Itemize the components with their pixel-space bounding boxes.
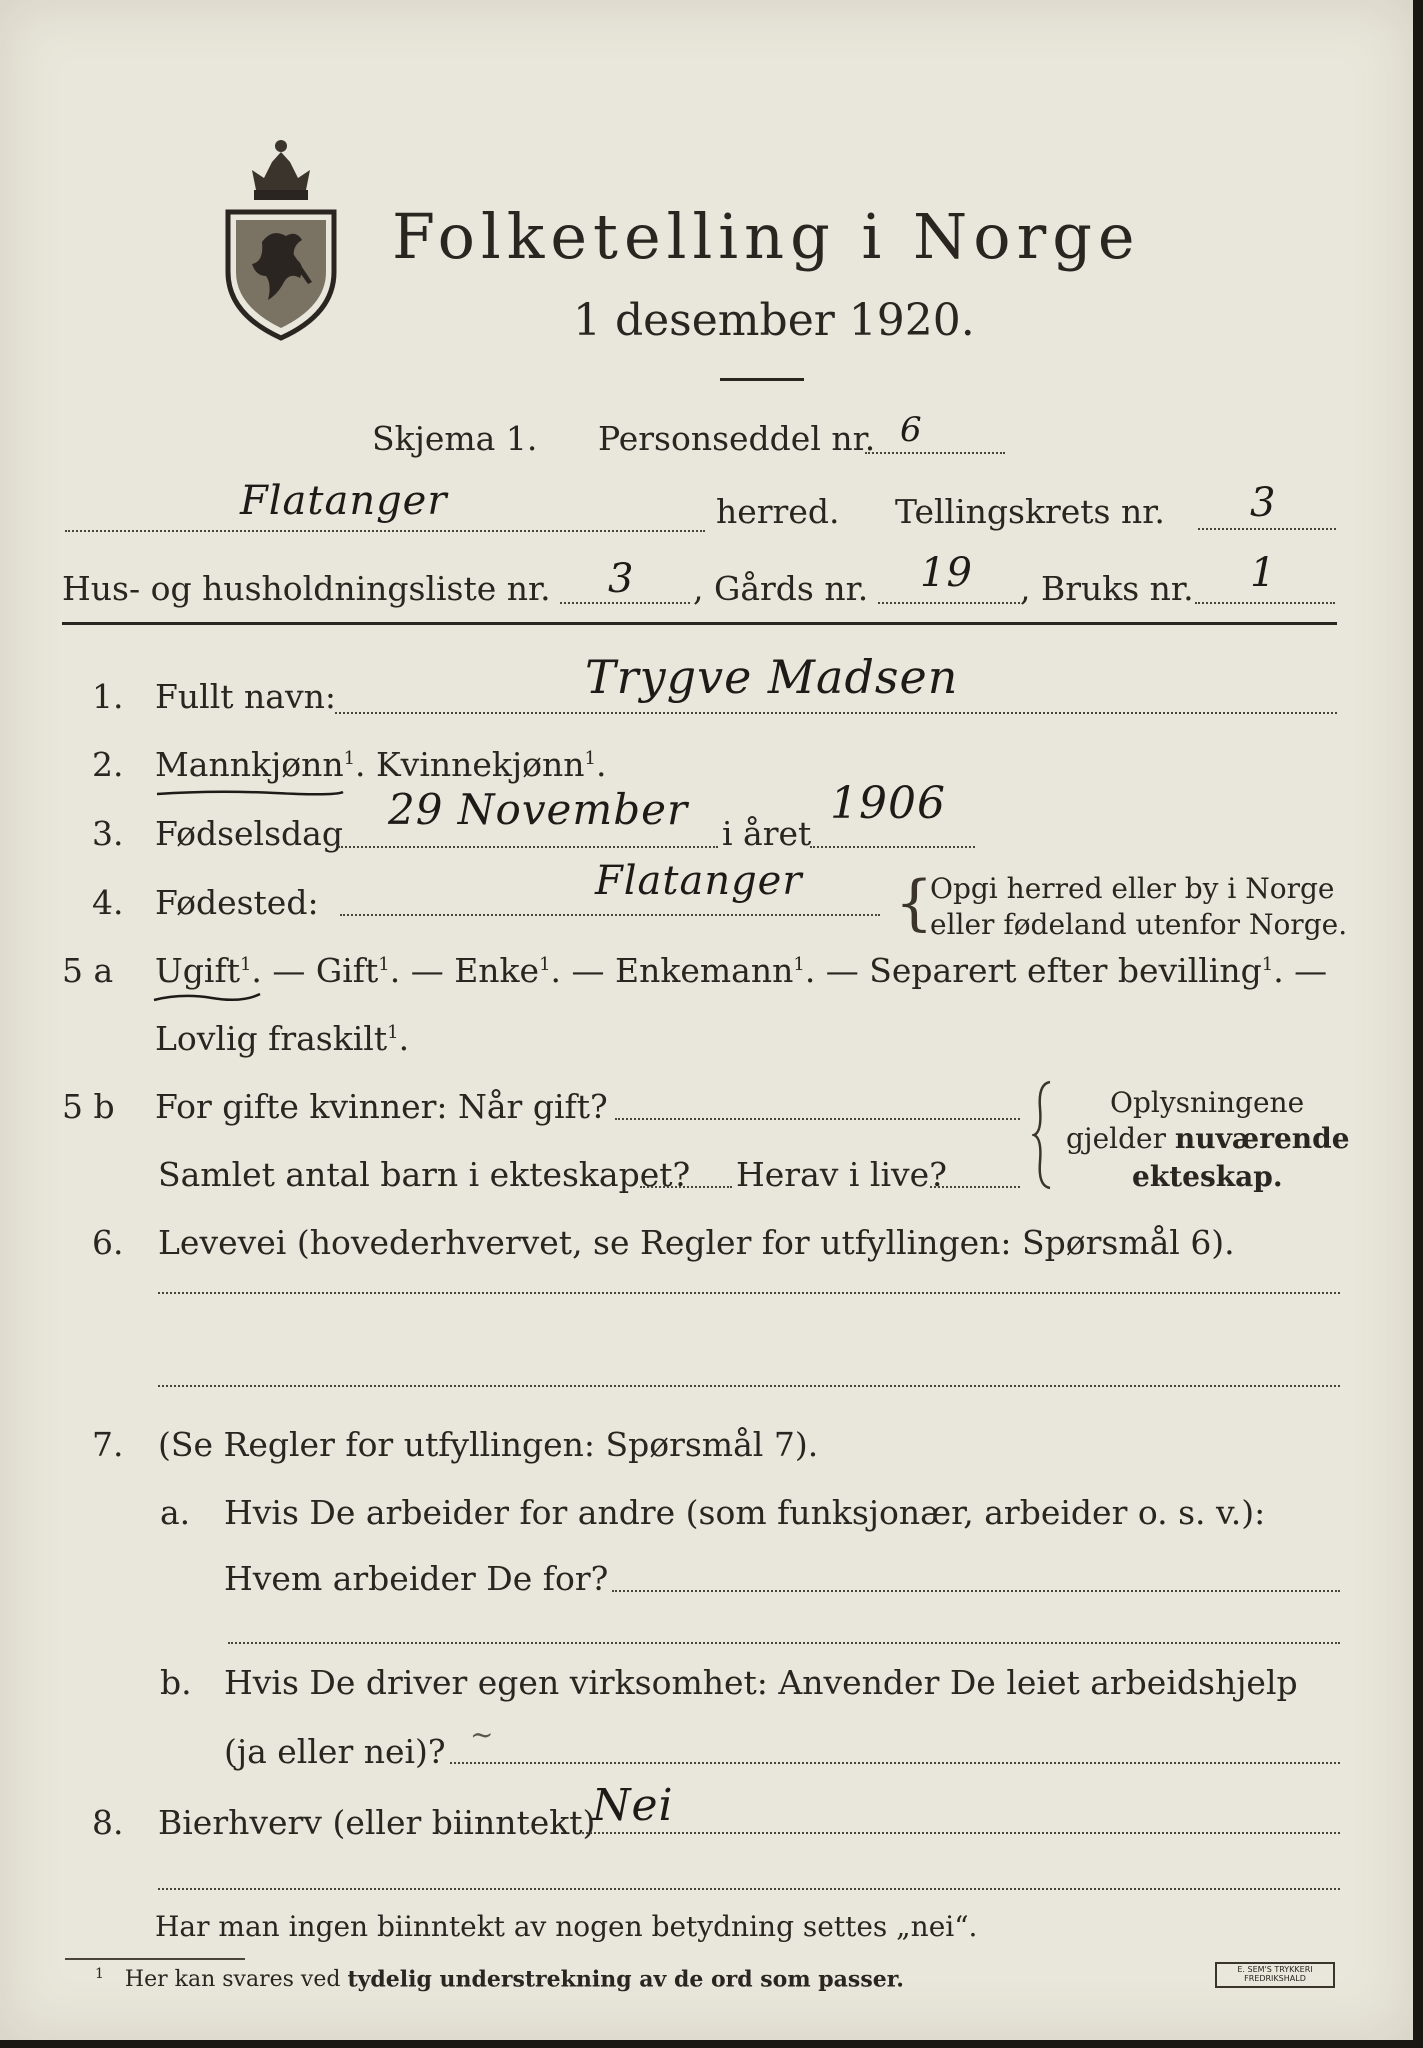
herred-label: herred.: [716, 492, 840, 531]
q3-value: 29 November: [388, 785, 689, 834]
q3-line: [338, 846, 718, 848]
q2-male-underline: [155, 782, 345, 790]
q7b-ask: (ja eller nei)?: [224, 1732, 446, 1771]
q8-value: Nei: [592, 1780, 674, 1831]
q1-label: Fullt navn:: [155, 677, 336, 716]
hus-line: [560, 602, 690, 604]
q4-line: [340, 914, 880, 916]
q5a-ugift[interactable]: Ugift: [155, 951, 240, 990]
bruks-value: 1: [1250, 550, 1277, 596]
q6-line-1: [158, 1292, 1340, 1294]
q5b-number: 5 b: [62, 1087, 115, 1126]
footnote-ref: 1: [793, 954, 805, 975]
q6-line-2: [158, 1385, 1340, 1387]
footnote-divider: [65, 1958, 245, 1960]
q5a-lovlig: [155, 1019, 410, 1058]
tellingskrets-label: Tellingskrets nr.: [895, 492, 1165, 531]
q5b-note-2b: nuværende: [1174, 1122, 1350, 1155]
gards-label: , Gårds nr.: [693, 569, 869, 608]
q5a-number: 5 a: [62, 951, 114, 990]
q5b-note-2: [1066, 1122, 1350, 1155]
gards-value: 19: [920, 550, 973, 596]
q5a-enke[interactable]: . — Enke: [389, 951, 540, 990]
q7b-text: Hvis De driver egen virksomhet: Anvender De leiet arbeidshjelp: [224, 1663, 1298, 1702]
q4-brace: {: [895, 868, 934, 938]
q1-number: 1.: [92, 677, 124, 716]
printer-name: E. SEM'S TRYKKERI: [1237, 1965, 1313, 1974]
q5a-separert[interactable]: . — Separert efter bevilling: [804, 951, 1262, 990]
q4-note-2: eller fødeland utenfor Norge.: [930, 908, 1348, 941]
q5b-brace: [1032, 1080, 1054, 1190]
q1-value: Trygve Madsen: [585, 650, 959, 704]
page-title: Folketelling i Norge: [392, 200, 1141, 273]
hus-label: Hus- og husholdningsliste nr.: [62, 569, 551, 608]
q7a-letter: a.: [160, 1493, 191, 1532]
printer-city: FREDRIKSHALD: [1244, 1973, 1306, 1983]
q1-line: [335, 712, 1337, 714]
q8-number: 8.: [92, 1803, 124, 1842]
q4-number: 4.: [92, 883, 124, 922]
q7a-line-1: [612, 1590, 1340, 1592]
nei-note: Har man ingen biinntekt av nogen betydning settes „nei“.: [155, 1910, 978, 1943]
q5a-dot: .: [398, 1019, 410, 1058]
q3-year-line: [810, 846, 975, 848]
q8-line: [582, 1832, 1340, 1834]
footnote-ref: 1: [584, 748, 596, 769]
q2-dot: .: [595, 745, 607, 784]
hus-value: 3: [608, 556, 635, 602]
gards-line: [878, 602, 1020, 604]
title-divider: [720, 378, 804, 381]
q5b-live-label: Herav i live?: [736, 1155, 947, 1194]
footnote-ref: 1: [378, 954, 390, 975]
q8-line-2: [158, 1888, 1340, 1890]
q2-options: [155, 745, 607, 784]
q5b-note-3: ekteskap.: [1132, 1160, 1283, 1193]
page-subtitle: 1 desember 1920.: [573, 295, 975, 346]
q7a-text: Hvis De arbeider for andre (som funksjonær, arbeider o. s. v.):: [224, 1493, 1266, 1532]
q7a-line-2: [228, 1642, 1340, 1644]
personseddel-label: Personseddel nr.: [598, 419, 876, 458]
q7b-value: ~: [470, 1718, 495, 1751]
footnote-ref: 1: [239, 954, 252, 975]
q4-label: Fødested:: [155, 883, 319, 922]
q5a-end: . —: [1273, 951, 1328, 990]
q5b-note-1: Oplysningene: [1110, 1086, 1305, 1119]
footnote-text-a: Her kan svares ved: [124, 1967, 348, 1993]
q5a-enkemann[interactable]: . — Enkemann: [550, 951, 794, 990]
q7a-who: Hvem arbeider De for?: [224, 1559, 609, 1598]
q7b-letter: b.: [160, 1663, 192, 1702]
tellingskrets-value: 3: [1250, 480, 1277, 526]
q4-note-1: Opgi herred eller by i Norge: [930, 872, 1335, 905]
q8-label: Bierhverv (eller biinntekt): [158, 1803, 596, 1842]
q5b-line: [615, 1118, 1020, 1120]
footnote-ref: 1: [387, 1022, 399, 1043]
footnote-mark: 1: [95, 1966, 104, 1982]
header-divider: [62, 622, 1337, 625]
footnote-ref: 1: [1261, 954, 1274, 975]
q2-male[interactable]: Mannkjønn: [155, 745, 344, 784]
skjema-label: Skjema 1.: [372, 419, 538, 458]
q7-label: (Se Regler for utfyllingen: Spørsmål 7).: [158, 1425, 819, 1464]
q5b-barn-line: [640, 1186, 732, 1188]
q4-value: Flatanger: [595, 858, 803, 904]
q7-number: 7.: [92, 1425, 124, 1464]
q5a-options: [155, 951, 1328, 990]
q3-year-label: i året: [722, 814, 812, 853]
tellingskrets-line: [1198, 528, 1336, 530]
bruks-label: , Bruks nr.: [1020, 569, 1194, 608]
q5b-live-line: [930, 1186, 1020, 1188]
q2-female[interactable]: Kvinnekjønn: [376, 745, 585, 784]
herred-value: Flatanger: [240, 478, 448, 524]
q5a-gift[interactable]: . — Gift: [251, 951, 379, 990]
q2-number: 2.: [92, 745, 124, 784]
herred-line: [65, 530, 705, 532]
footnote: [95, 1966, 904, 1992]
q7b-line: [450, 1762, 1340, 1764]
printer-stamp: [1215, 1962, 1335, 1988]
q6-label: Levevei (hovederhvervet, se Regler for utfyllingen: Spørsmål 6).: [158, 1223, 1235, 1262]
personseddel-line: [865, 452, 1005, 454]
norwegian-lion-crest-icon: [222, 132, 340, 342]
personseddel-value: 6: [900, 410, 923, 450]
q5b-barn-label: Samlet antal barn i ekteskapet?: [158, 1155, 691, 1194]
q5a-lovlig-option[interactable]: Lovlig fraskilt: [155, 1019, 388, 1058]
q5b-label: For gifte kvinner: Når gift?: [155, 1087, 608, 1126]
q3-number: 3.: [92, 814, 124, 853]
bruks-line: [1195, 602, 1335, 604]
q3-label: Fødselsdag: [155, 814, 343, 853]
footnote-text-b: tydelig understrekning av de ord som passer.: [347, 1966, 904, 1993]
q2-dot: .: [355, 745, 366, 784]
q5a-ugift-underline: [152, 988, 262, 1000]
q6-number: 6.: [92, 1223, 124, 1262]
footnote-ref: 1: [343, 748, 356, 769]
q5b-note-2a: gjelder: [1066, 1122, 1175, 1155]
q3-year-value: 1906: [830, 778, 946, 829]
footnote-ref: 1: [539, 954, 551, 975]
